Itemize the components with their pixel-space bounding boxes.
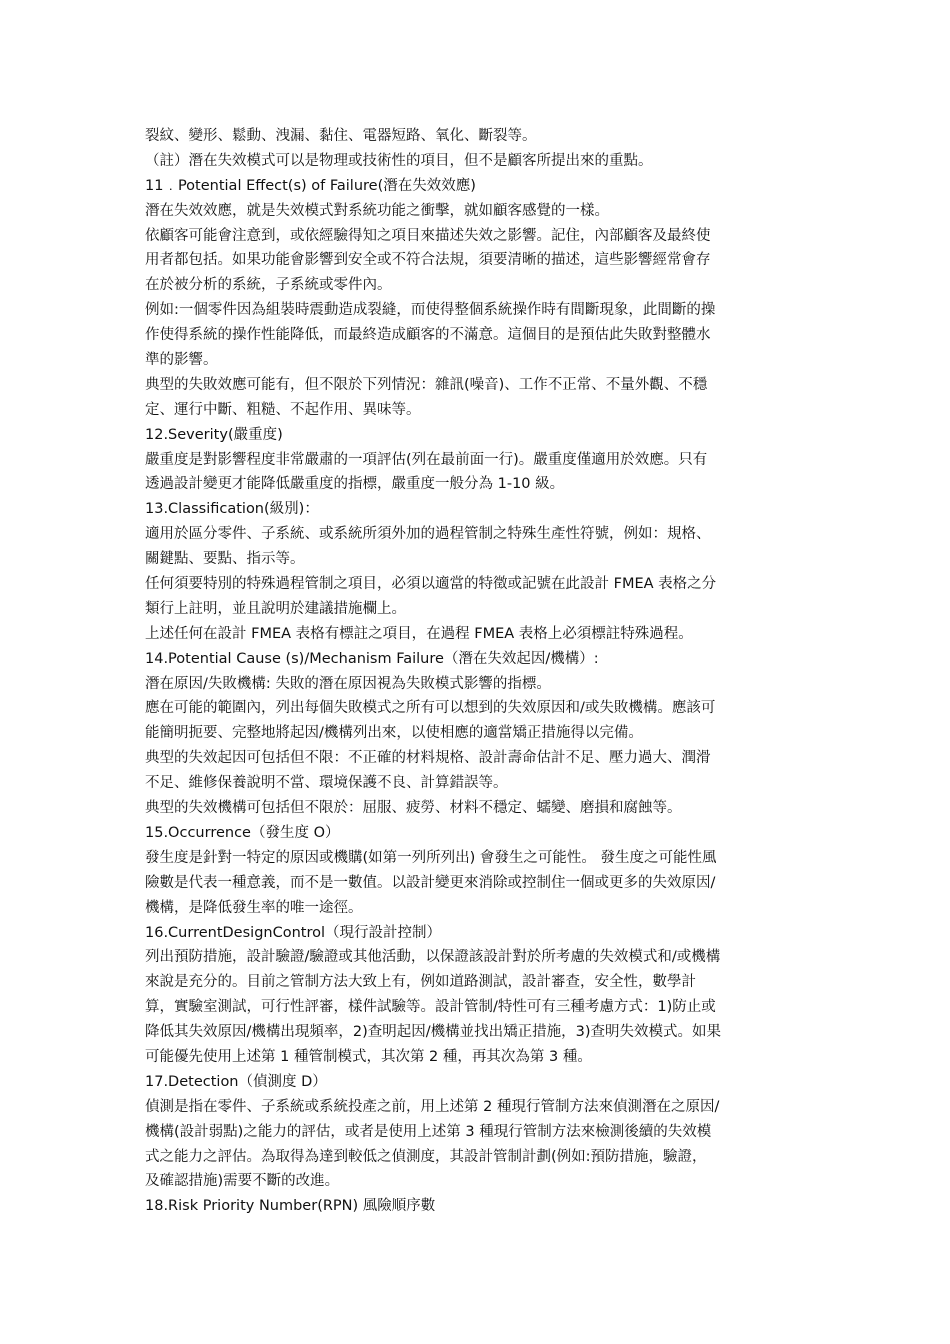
text-line: 險數是代表一種意義，而不是一數值。以設計變更來消除或控制住一個或更多的失效原因/ bbox=[145, 874, 716, 891]
text-line: 偵測是指在零件、子系統或系統投產之前，用上述第 2 種現行管制方法來偵測潛在之原因/ bbox=[145, 1098, 720, 1115]
text-line: 應在可能的範圍內，列出每個失敗模式之所有可以想到的失效原因和/或失敗機構。應該可 bbox=[145, 700, 716, 717]
text-line: 算，實驗室測試，可行性評審，樣件試驗等。設計管制/特性可有三種考慮方式：1)防止或 bbox=[145, 999, 716, 1016]
text-line: 機構(設計弱點)之能力的評估，或者是使用上述第 3 種現行管制方法來檢測後續的失效模 bbox=[145, 1123, 712, 1140]
text-line: 降低其失效原因/機構出現頻率，2)查明起因/機構並找出矯正措施，3)查明失效模式。如果 bbox=[145, 1024, 722, 1041]
section-heading-18: 18.Risk Priority Number(RPN) 風險順序數 bbox=[145, 1198, 436, 1215]
text-line: 例如:一個零件因為組裝時震動造成裂縫，而使得整個系統操作時有間斷現象，此間斷的操 bbox=[145, 302, 716, 319]
text-line: 定、運行中斷、粗糙、不起作用、異味等。 bbox=[145, 401, 421, 418]
section-heading-14: 14.Potential Cause (s)/Mechanism Failure（潛在失效起因/機構）: bbox=[145, 650, 599, 667]
text-line: 潛在失效效應，就是失效模式對系統功能之衝擊，就如顧客感覺的一樣。 bbox=[145, 202, 609, 219]
text-line: 依顧客可能會注意到，或依經驗得知之項目來描述失效之影響。記住，內部顧客及最終使 bbox=[145, 227, 711, 244]
section-heading-12: 12.Severity(嚴重度) bbox=[145, 426, 283, 443]
text-line: 關鍵點、要點、指示等。 bbox=[145, 551, 305, 568]
text-line: 典型的失效起因可包括但不限：不正確的材料規格、設計壽命估計不足、壓力過大、潤滑 bbox=[145, 750, 711, 767]
text-line: 透過設計變更才能降低嚴重度的指標，嚴重度一般分為 1-10 級。 bbox=[145, 476, 565, 493]
text-line: 式之能力之評估。為取得為達到較低之偵測度，其設計管制計劃(例如:預防措施，驗證， bbox=[145, 1148, 707, 1165]
text-line: 適用於區分零件、子系統、或系統所須外加的過程管制之特殊生產性符號，例如：規格、 bbox=[145, 526, 711, 543]
text-line: 作使得系統的操作性能降低，而最終造成顧客的不滿意。這個目的是預估此失敗對整體水 bbox=[145, 327, 711, 344]
section-heading-15: 15.Occurrence（發生度 O） bbox=[145, 824, 340, 841]
text-line: 上述任何在設計 FMEA 表格有標註之項目，在過程 FMEA 表格上必須標註特殊過程。 bbox=[145, 625, 693, 642]
section-heading-16: 16.CurrentDesignControl（現行設計控制） bbox=[145, 924, 441, 941]
text-line: 裂紋、變形、鬆動、洩漏、黏住、電器短路、氧化、斷裂等。 bbox=[145, 128, 537, 144]
text-line: 典型的失敗效應可能有，但不限於下列情況：雜訊(噪音)、工作不正常、不量外觀、不穩 bbox=[145, 376, 708, 393]
text-line: 準的影響。 bbox=[145, 352, 218, 369]
section-heading-17: 17.Detection（偵測度 D） bbox=[145, 1073, 327, 1090]
text-line: 典型的失效機構可包括但不限於：屈服、疲勞、材料不穩定、蠕變、磨損和腐蝕等。 bbox=[145, 800, 682, 817]
text-line: 不足、維修保養說明不當、環境保護不良、計算錯誤等。 bbox=[145, 775, 508, 792]
text-line: 在於被分析的系統，子系統或零件內。 bbox=[145, 277, 392, 294]
text-line: 機構，是降低發生率的唯一途徑。 bbox=[145, 899, 363, 916]
text-line: 能簡明扼要、完整地將起因/機構列出來，以使相應的適當矯正措施得以完備。 bbox=[145, 725, 643, 742]
text-line: 發生度是針對一特定的原因或機購(如第一列所列出) 會發生之可能性。 發生度之可能性風 bbox=[145, 849, 717, 866]
text-line: （註）潛在失效模式可以是物理或技術性的項目，但不是顧客所提出來的重點。 bbox=[145, 152, 653, 169]
text-line: 任何須要特別的特殊過程管制之項目，必須以適當的特徵或記號在此設計 FMEA 表格之分 bbox=[145, 576, 717, 593]
section-heading-13: 13.Classification(級別)： bbox=[145, 501, 319, 518]
section-heading-11: 11﹒Potential Effect(s) of Failure(潛在失效效應) bbox=[145, 177, 476, 194]
text-line: 類行上註明，並且說明於建議措施欄上。 bbox=[145, 600, 406, 617]
document-body bbox=[145, 124, 810, 1219]
text-line: 潛在原因/失敗機構: 失敗的潛在原因視為失敗模式影響的指標。 bbox=[145, 675, 551, 692]
text-line: 可能優先使用上述第 1 種管制模式，其次第 2 種，再其次為第 3 種。 bbox=[145, 1048, 592, 1065]
text-line: 嚴重度是對影響程度非常嚴肅的一項評估(列在最前面一行)。嚴重度僅適用於效應。只有 bbox=[145, 451, 708, 468]
text-line: 列出預防措施，設計驗證/驗證或其他活動，以保證該設計對於所考慮的失效模式和/或機構 bbox=[145, 949, 721, 966]
text-line: 來說是充分的。目前之管制方法大致上有，例如道路測試，設計審查，安全性，數學計 bbox=[145, 974, 696, 991]
text-line: 及確認措施)需要不斷的改進。 bbox=[145, 1173, 340, 1190]
text-line: 用者都包括。如果功能會影響到安全或不符合法規，須要清晰的描述，這些影響經常會存 bbox=[145, 252, 711, 269]
